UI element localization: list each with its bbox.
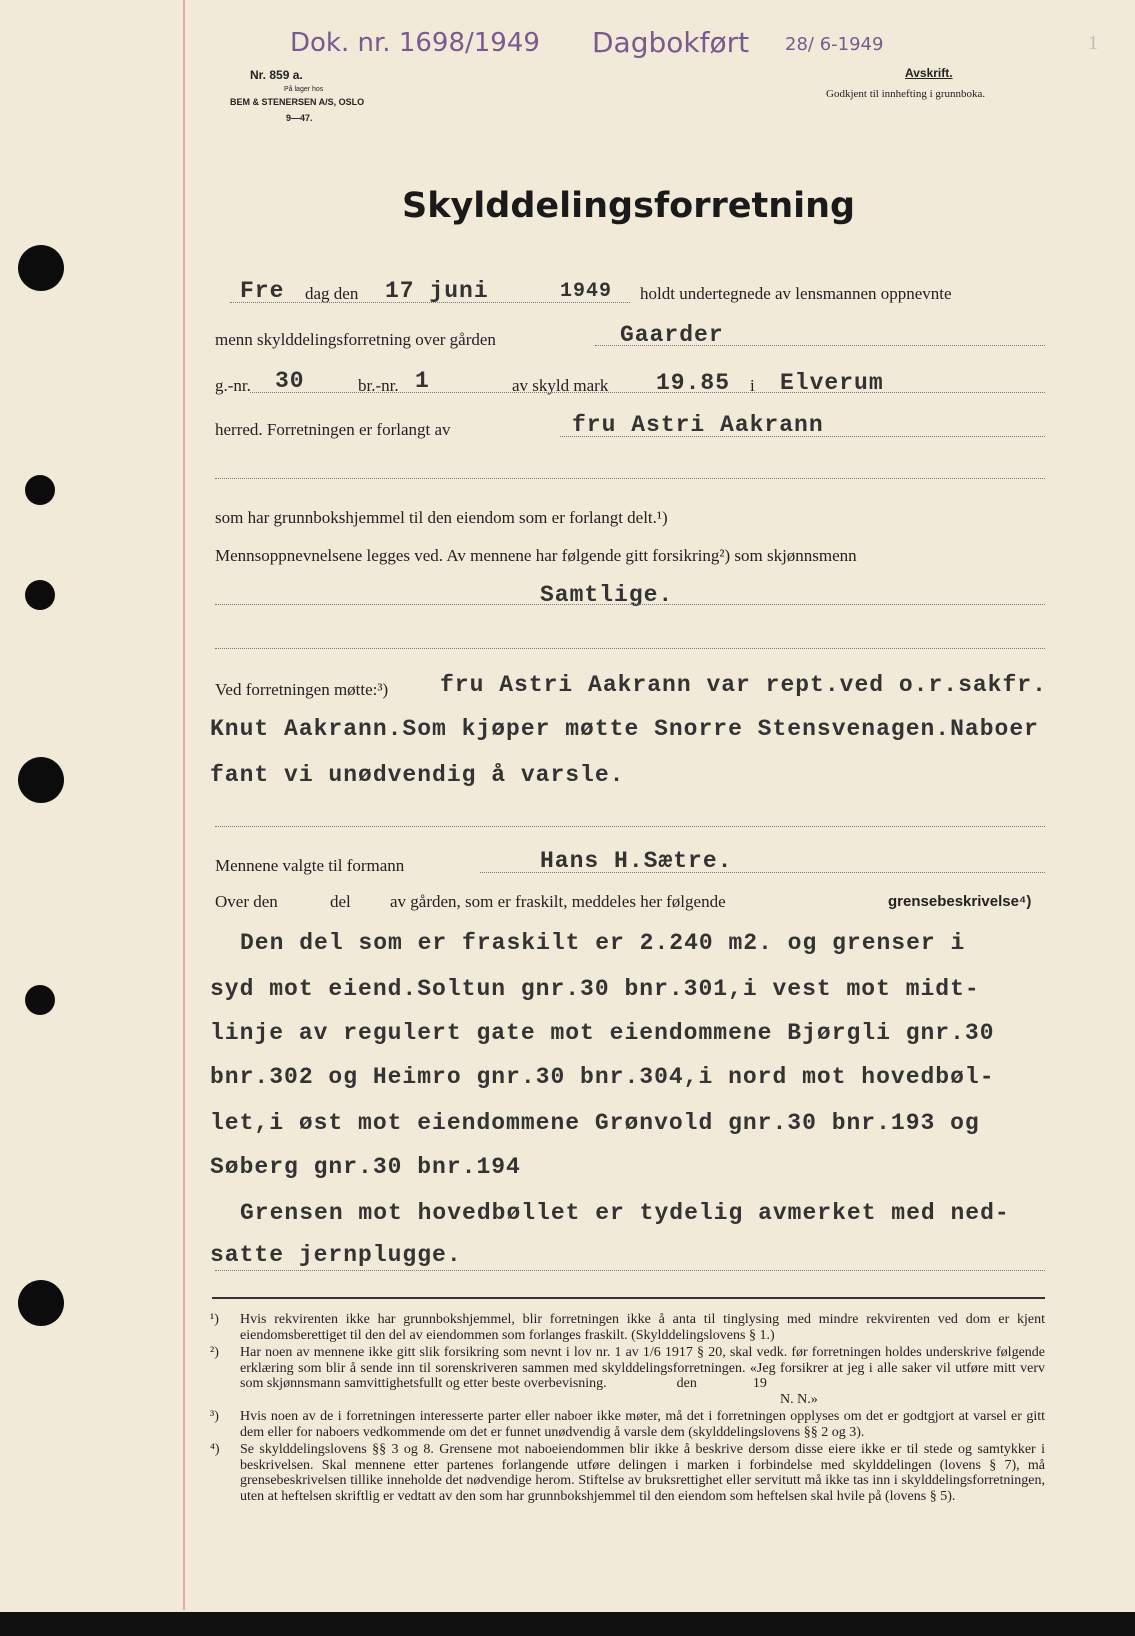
grense-line: syd mot eiend.Soltun gnr.30 bnr.301,i vest mot midt- — [210, 976, 980, 1002]
dagbokfort-stamp: Dagbokført — [592, 26, 750, 59]
weekday-value: Fre — [240, 278, 285, 304]
punch-hole — [18, 757, 64, 803]
mote-line: Knut Aakrann.Som kjøper møtte Snorre Stensvenagen.Naboer — [210, 716, 1039, 742]
punch-hole — [25, 985, 55, 1015]
bnr-value: 1 — [415, 368, 430, 394]
margin-line — [183, 0, 185, 1610]
grense-line: Den del som er fraskilt er 2.240 m2. og grenser i — [240, 930, 966, 956]
footnote-number: ⁴) — [210, 1442, 220, 1457]
footnote-divider — [212, 1297, 1045, 1299]
formann-label: Mennene valgte til formann — [215, 856, 405, 875]
grense-line: satte jernplugge. — [210, 1242, 462, 1268]
year-value: 1949 — [560, 280, 613, 303]
footnotes — [210, 1312, 1049, 1506]
form-text: holdt undertegnede av lensmannen oppnevnte — [640, 284, 952, 303]
publisher: BEM & STENERSEN A/S, OSLO — [230, 97, 365, 107]
gnr-label: g.-nr. — [215, 376, 251, 395]
del-label: del — [330, 892, 351, 911]
footnote — [210, 1409, 1045, 1440]
footnote-text: Hvis noen av de i forretningen interesserte parter eller naboer ikke møter, må det i forretningen opplyses om det er godtgjort at varsel er gitt dem eller for naboers vedkommende om det er funnet unødvendig å varsle dem (skylddelingslovens §§ 2 og 3). — [240, 1409, 1045, 1440]
avgarden-text: av gården, som er fraskilt, meddeles her følgende — [390, 892, 726, 911]
mote-line: fru Astri Aakrann var rept.ved o.r.sakfr. — [440, 672, 1047, 698]
footnote — [210, 1442, 1045, 1504]
grense-label: grensebeskrivelse⁴) — [888, 893, 1032, 910]
grense-line: Grensen mot hovedbøllet er tydelig avmerket med ned- — [240, 1200, 1010, 1226]
footnote-signature: N. N.» — [780, 1391, 818, 1407]
avskrift-label: Avskrift. — [905, 66, 953, 80]
grense-line: Søberg gnr.30 bnr.194 — [210, 1154, 521, 1180]
farm-label: menn skylddelingsforretning over gården — [215, 330, 496, 349]
page-mark: 1 — [1088, 32, 1098, 54]
grense-line: bnr.302 og Heimro gnr.30 bnr.304,i nord mot hovedbøl- — [210, 1064, 995, 1090]
page-title: Skylddelingsforretning — [402, 186, 856, 226]
punch-hole — [18, 1280, 64, 1326]
grense-line: let,i øst mot eiendommene Grønvold gnr.30 bnr.193 og — [210, 1110, 980, 1136]
hjemmel-text: som har grunnbokshjemmel til den eiendom som er forlangt delt.¹) — [215, 508, 668, 527]
footnote-text: Se skylddelingslovens §§ 3 og 8. Grensene mot naboeiendommen blir ikke å beskrive dersom disse eiere ikke er til stede og samtykker i beskrivelsen. Skal mennene etter partenes forlangende utføre delingen i marken i forbindelse med skylddelingen (lovens § 7), må grensebeskrivelsen tillike inneholde det nødvendige herom. Stiftelse av bruksrettighet eller servitutt må ikke tas inn i skylddelingsforretningen, uten at heftelsen skriftlig er vedtatt av den som har grunnbokshjemmel til den eiendom som heftelsen skal hvile på (lovens § 5). — [240, 1442, 1045, 1504]
footnote-number: ²) — [210, 1345, 219, 1360]
publisher-note: På lager hos — [284, 86, 324, 93]
i-label: i — [750, 376, 755, 395]
footnote-text: Hvis rekvirenten ikke har grunnbokshjemmel, blir forretningen ikke å anta til tinglysing med mindre rekvirenten ved dom er kjent eiendomsberettiget til den del av eiendommen som forlanges fraskilt. (Skylddelingslovens § 1.) — [240, 1312, 1045, 1343]
oppnevnelse-text: Mennsoppnevnelsene legges ved. Av mennene har følgende gitt forsikring²) som skjønnsmenn — [215, 546, 857, 565]
skjonnsmenn-value: Samtlige. — [540, 582, 674, 608]
municipality-value: Elverum — [780, 370, 884, 396]
skyld-label: av skyld mark — [512, 376, 609, 395]
grense-line: linje av regulert gate mot eiendommene Bjørgli gnr.30 — [210, 1020, 995, 1046]
formann-value: Hans H.Sætre. — [540, 848, 733, 874]
footnote-number: ³) — [210, 1409, 219, 1424]
bnr-label: br.-nr. — [358, 376, 399, 395]
punch-hole — [18, 245, 64, 291]
footnote-text: Har noen av mennene ikke gitt slik forsikring som nevnt i lov nr. 1 av 1/6 1917 § 20, skal vedk. før forretningen holdes underskrive følgende erklæring som blir å sende inn til sorenskriveren sammen med skylddelingsforretningen. «Jeg forsikrer at jeg i alle saker vil utføre mitt verv som skjønnsmann samvittighetsfullt og etter beste overbevisning. den 19 — [240, 1345, 1049, 1391]
requester-value: fru Astri Aakrann — [572, 412, 824, 438]
form-number: Nr. 859 a. — [250, 68, 303, 82]
farm-value: Gaarder — [620, 322, 724, 348]
skyld-value: 19.85 — [656, 370, 731, 396]
footnote — [210, 1345, 1049, 1407]
scan-border — [0, 1612, 1135, 1636]
mote-line: fant vi unødvendig å varsle. — [210, 762, 625, 788]
punch-hole — [25, 475, 55, 505]
footnote — [210, 1312, 1045, 1343]
date-value: 17 juni — [385, 278, 489, 304]
over-label: Over den — [215, 892, 278, 911]
doc-number-stamp: Dok. nr. 1698/1949 — [290, 28, 540, 58]
gnr-value: 30 — [275, 368, 305, 394]
requester-label: herred. Forretningen er forlangt av — [215, 420, 451, 439]
punch-hole — [25, 580, 55, 610]
stamp-date: 28/ 6-1949 — [785, 34, 884, 55]
footnote-number: ¹) — [210, 1312, 219, 1327]
mote-label: Ved forretningen møtte:³) — [215, 680, 389, 699]
edition: 9—47. — [286, 113, 313, 123]
approval-note: Godkjent til innhefting i grunnboka. — [826, 88, 986, 100]
date-label: dag den — [305, 284, 359, 303]
